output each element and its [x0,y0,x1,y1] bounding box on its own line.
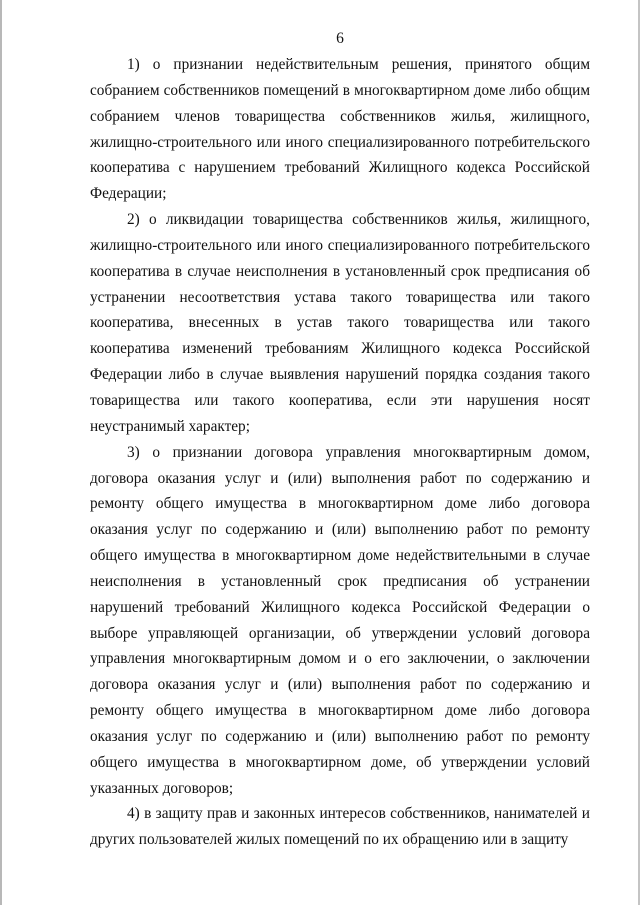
paragraph-item-1: 1) о признании недействительным решения, принятого общим собранием собственников помещений в многоквартирном доме либо общим собранием членов товарищества собственников жилья, жилищного, жилищно-строительного или иного специализированного потребительского кооператива с нарушением требований Жилищного кодекса Российской Федерации; [90,56,590,203]
page-number: 6 [336,30,344,47]
document-body [90,52,590,853]
paragraph-item-3: 3) о признании договора управления многоквартирным домом, договора оказания услуг и (или) выполнения работ по содержанию и ремонту общего имущества в многоквартирном доме либо договора оказания услуг по содержанию и (или) выполнению работ по ремонту общего имущества в многоквартирном доме недействительными в случае неисполнения в установленный срок предписания об устранении нарушений требований Жилищного кодекса Российской Федерации о выборе управляющей организации, об утверждении условий договора управления многоквартирным домом и о его заключении, о заключении договора оказания услуг и (или) выполнения работ по содержанию и ремонту общего имущества в многоквартирном доме либо договора оказания услуг по содержанию и (или) выполнению работ по ремонту общего имущества в многоквартирном доме, об утверждении условий указанных договоров; [90,443,590,797]
paragraph-item-2: 2) о ликвидации товарищества собственников жилья, жилищного, жилищно-строительного или иного специализированного потребительского кооператива в случае неисполнения в установленный срок предписания об устранении несоответствия устава такого товарищества или такого кооператива, внесенных в устав такого товарищества или такого кооператива изменений требованиям Жилищного кодекса Российской Федерации либо в случае выявления нарушений порядка создания такого товарищества или такого кооператива, если эти нарушения носят неустранимый характер; [90,211,590,435]
paragraph-item-4: 4) в защиту прав и законных интересов собственников, нанимателей и других пользователей жилых помещений по их обращению или в защиту [90,805,590,849]
scan-edge-left [0,0,2,905]
